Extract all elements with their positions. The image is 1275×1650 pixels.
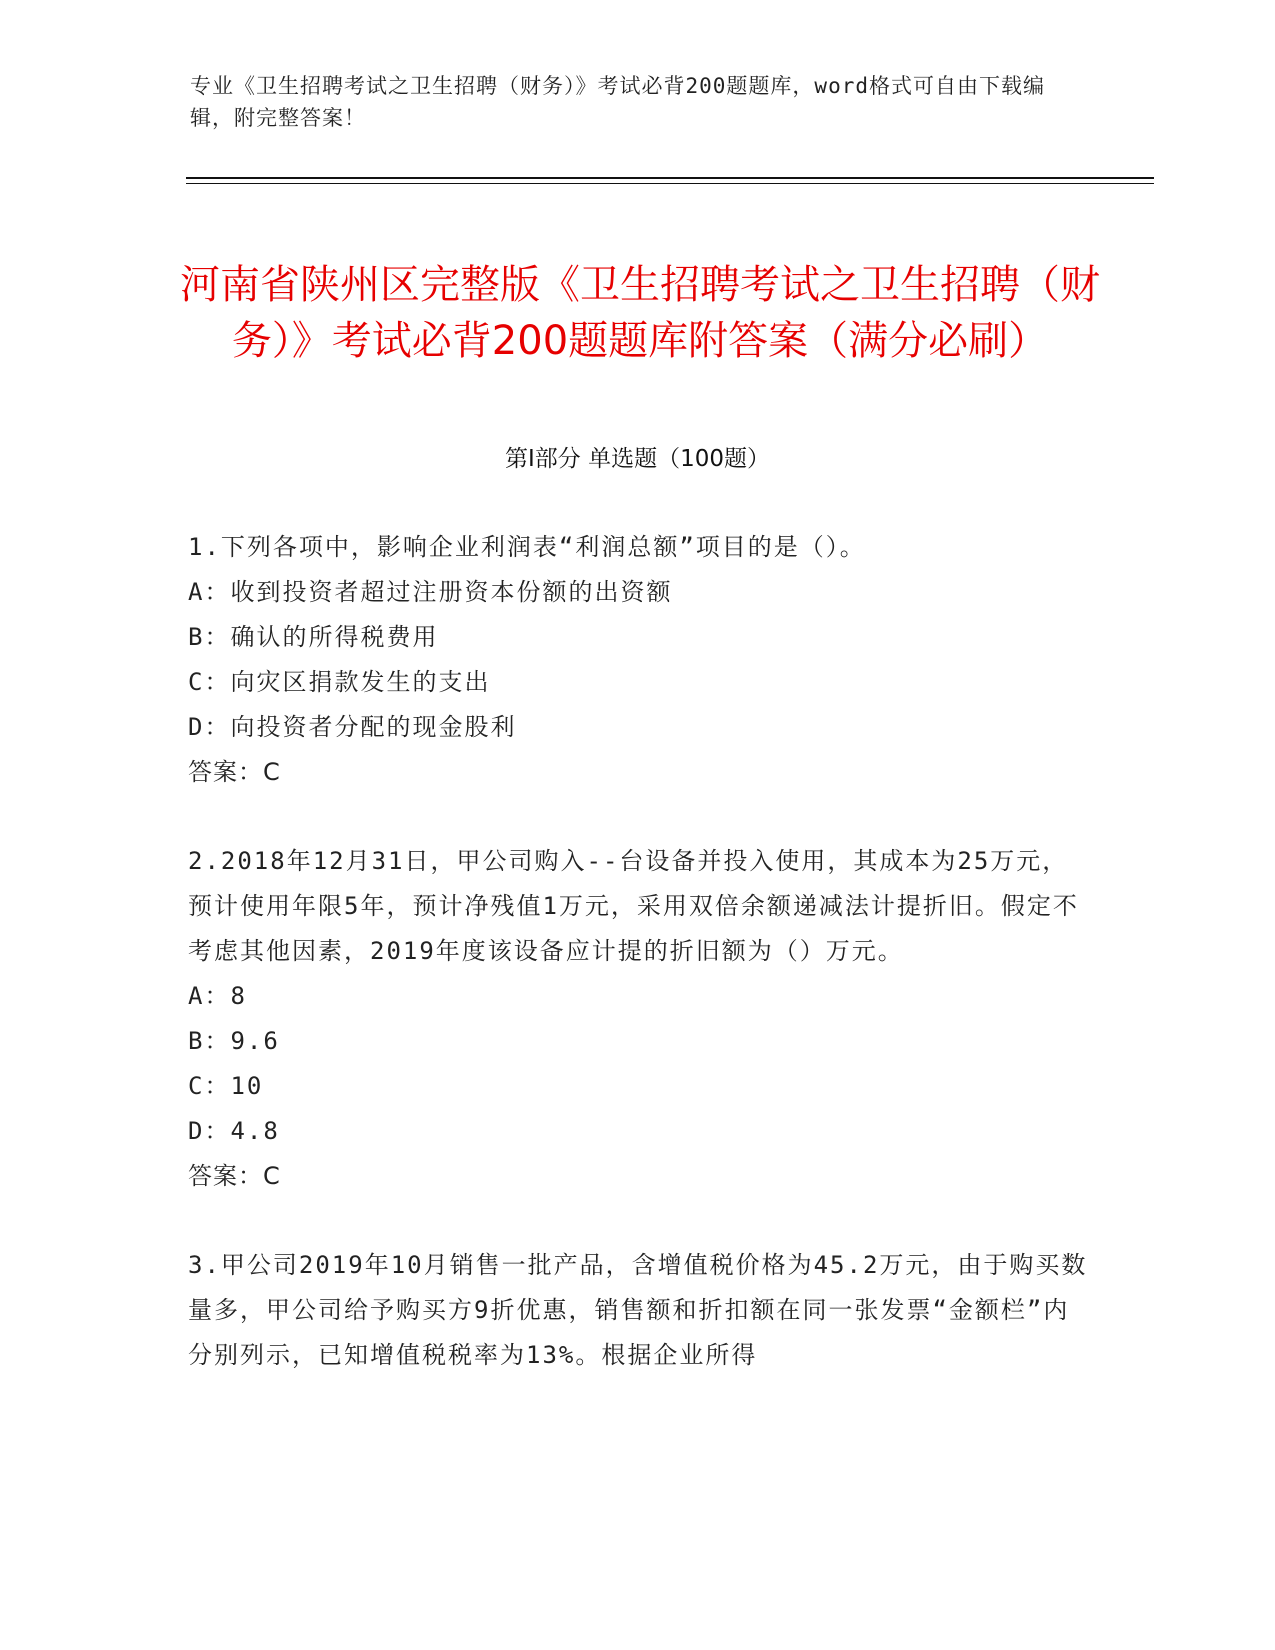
question-1 [188,525,1088,795]
header-divider-thin [186,183,1154,184]
option-b: B：9.6 [188,1027,280,1055]
answer-line: 答案：C [188,1162,281,1190]
document-title: 河南省陕州区完整版《卫生招聘考试之卫生招聘（财务）》考试必背200题题库附答案（满分必刷） [180,261,1100,364]
question-stem: 1.下列各项中，影响企业利润表“利润总额”项目的是（）。 [188,533,866,561]
option-b: B：确认的所得税费用 [188,623,439,651]
option-d: D：向投资者分配的现金股利 [188,713,517,741]
question-stem: 2.2018年12月31日，甲公司购入--台设备并投入使用，其成本为25万元，预计使用年限5年，预计净残值1万元，采用双倍余额递减法计提折旧。假定不考虑其他因素，2019年度该设备应计提的折旧额为（）万元。 [188,847,1079,965]
question-stem: 3.甲公司2019年10月销售一批产品，含增值税价格为45.2万元，由于购买数量多，甲公司给予购买方9折优惠，销售额和折扣额在同一张发票“金额栏”内分别列示，已知增值税税率为13%。根据企业所得 [188,1251,1088,1369]
answer-line: 答案：C [188,758,281,786]
header-divider-thick [186,177,1154,179]
question-2 [188,839,1088,1199]
option-a: A：收到投资者超过注册资本份额的出资额 [188,578,673,606]
option-d: D：4.8 [188,1117,280,1145]
option-a: A：8 [188,982,247,1010]
section-heading: 第I部分 单选题（100题） [505,446,770,472]
option-c: C：向灾区捐款发生的支出 [188,668,491,696]
question-3 [188,1243,1088,1378]
header-note: 专业《卫生招聘考试之卫生招聘（财务）》考试必背200题题库，word格式可自由下载编辑，附完整答案！ [190,74,1045,130]
option-c: C：10 [188,1072,264,1100]
question-list [188,525,1088,1422]
